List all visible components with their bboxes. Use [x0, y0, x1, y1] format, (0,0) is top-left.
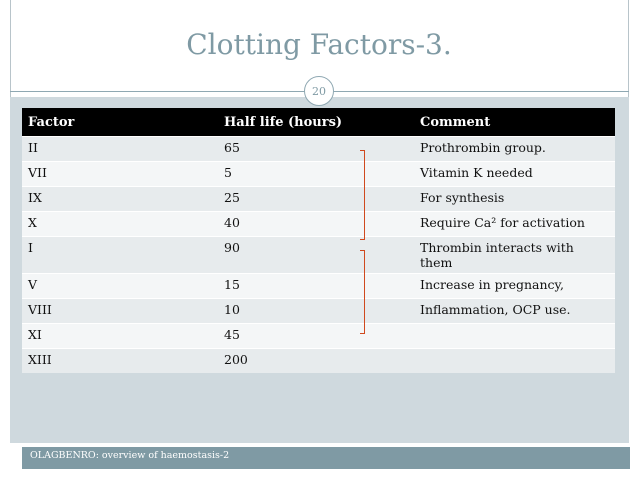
cell-half-life: 45 [218, 324, 414, 349]
cell-factor: VII [22, 162, 218, 187]
table-row [22, 349, 615, 374]
table-header-row [22, 108, 615, 137]
header-factor: Factor [22, 108, 218, 137]
table-row [22, 299, 615, 324]
table-row [22, 187, 615, 212]
cell-factor: IX [22, 187, 218, 212]
cell-half-life: 200 [218, 349, 414, 374]
cell-factor: II [22, 137, 218, 162]
bracket-vitamin-k-group [360, 150, 365, 240]
table-row [22, 162, 615, 187]
cell-comment: Prothrombin group. [414, 137, 615, 162]
cell-half-life: 65 [218, 137, 414, 162]
cell-half-life: 10 [218, 299, 414, 324]
cell-factor: X [22, 212, 218, 237]
clotting-factors-table [22, 108, 615, 373]
table-row [22, 137, 615, 162]
header-half-life: Half life (hours) [218, 108, 414, 137]
cell-factor: XIII [22, 349, 218, 374]
cell-comment: Thrombin interacts with them [414, 237, 615, 274]
header-comment: Comment [414, 108, 615, 137]
page-number-badge: 20 [304, 76, 334, 106]
cell-factor: XI [22, 324, 218, 349]
cell-comment: Vitamin K needed [414, 162, 615, 187]
cell-half-life: 40 [218, 212, 414, 237]
cell-half-life: 90 [218, 237, 414, 274]
cell-factor: VIII [22, 299, 218, 324]
footer-text: OLAGBENRO: overview of haemostasis-2 [30, 450, 230, 461]
cell-half-life: 15 [218, 274, 414, 299]
table-row [22, 237, 615, 274]
cell-half-life: 25 [218, 187, 414, 212]
cell-factor: I [22, 237, 218, 274]
cell-comment: For synthesis [414, 187, 615, 212]
slide-title: Clotting Factors-3. [186, 28, 452, 61]
table-row [22, 212, 615, 237]
cell-comment: Inflammation, OCP use. [414, 299, 615, 324]
cell-half-life: 5 [218, 162, 414, 187]
cell-comment: Increase in pregnancy, [414, 274, 615, 299]
table-row [22, 274, 615, 299]
cell-comment [414, 349, 615, 374]
table-row [22, 324, 615, 349]
cell-factor: V [22, 274, 218, 299]
cell-comment: Require Ca² for activation [414, 212, 615, 237]
cell-comment [414, 324, 615, 349]
bracket-thrombin-group [360, 250, 365, 334]
